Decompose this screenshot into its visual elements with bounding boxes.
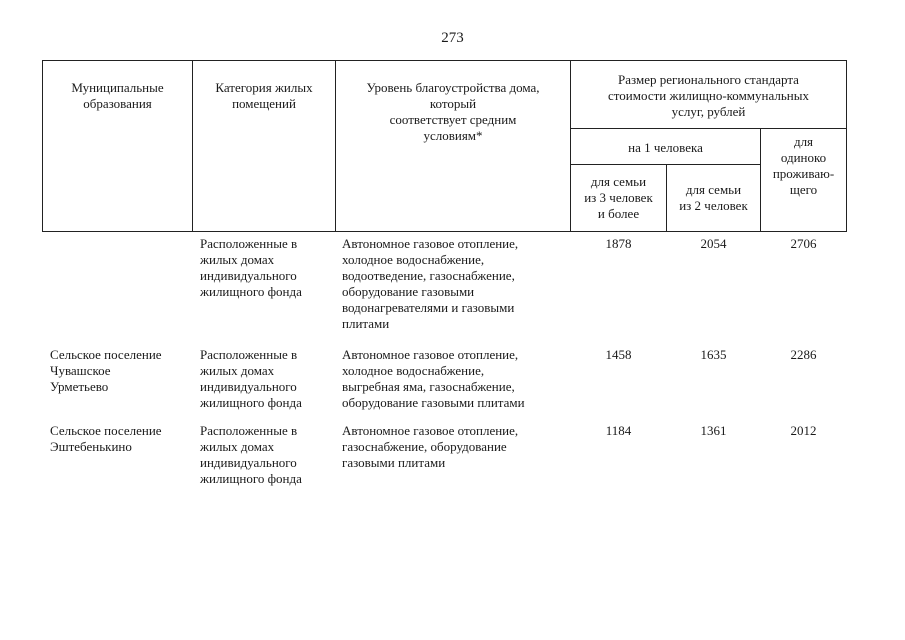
row-single-value: 2286 bbox=[790, 347, 817, 362]
header-bottom-border bbox=[42, 231, 846, 232]
header-single: для одиноко проживаю- щего bbox=[772, 134, 835, 197]
row-level: Автономное газовое отопление, газоснабжение, оборудование газовыми плитами bbox=[342, 423, 519, 470]
row-municipality: Сельское поселение Чувашское Урметьево bbox=[50, 347, 162, 394]
row-level: Автономное газовое отопление, холодное водоснабжение, водоотведение, газоснабжение, оборудование газовыми водонагревателями и газовыми плитами bbox=[342, 236, 519, 331]
row-category: Расположенные в жилых домах индивидуального жилищного фонда bbox=[200, 347, 302, 410]
header-family-3: для семьи из 3 человек и более bbox=[584, 174, 653, 221]
row-single-value: 2012 bbox=[790, 423, 817, 438]
header-category: Категория жилых помещений bbox=[215, 80, 313, 111]
row-level: Автономное газовое отопление, холодное водоснабжение, выгребная яма, газоснабжение, оборудование газовыми плитами bbox=[342, 347, 525, 410]
row-category: Расположенные в жилых домах индивидуального жилищного фонда bbox=[200, 236, 302, 299]
row-single-value: 2706 bbox=[790, 236, 817, 251]
header-per-person: на 1 человека bbox=[628, 140, 703, 155]
row-family-2-value: 2054 bbox=[700, 236, 727, 251]
row-family-2-value: 1361 bbox=[700, 423, 727, 438]
header-standard-size: Размер регионального стандарта стоимости жилищно-коммунальных услуг, рублей bbox=[608, 72, 809, 119]
page-number: 273 bbox=[441, 30, 464, 46]
group-header-divider bbox=[570, 128, 846, 129]
row-family-2-value: 1635 bbox=[700, 347, 727, 362]
row-family-3-value: 1878 bbox=[605, 236, 632, 251]
row-family-3-value: 1184 bbox=[605, 423, 632, 438]
row-category: Расположенные в жилых домах индивидуального жилищного фонда bbox=[200, 423, 302, 486]
row-family-3-value: 1458 bbox=[605, 347, 632, 362]
header-level: Уровень благоустройства дома, который соответствует средним условиям* bbox=[366, 80, 540, 143]
per-person-divider bbox=[570, 164, 760, 165]
header-municipality: Муниципальные образования bbox=[71, 80, 164, 111]
row-municipality: Сельское поселение Эштебенькино bbox=[50, 423, 162, 454]
header-family-2: для семьи из 2 человек bbox=[679, 182, 748, 213]
table-top-border bbox=[42, 60, 846, 61]
table-right-border bbox=[846, 60, 847, 232]
